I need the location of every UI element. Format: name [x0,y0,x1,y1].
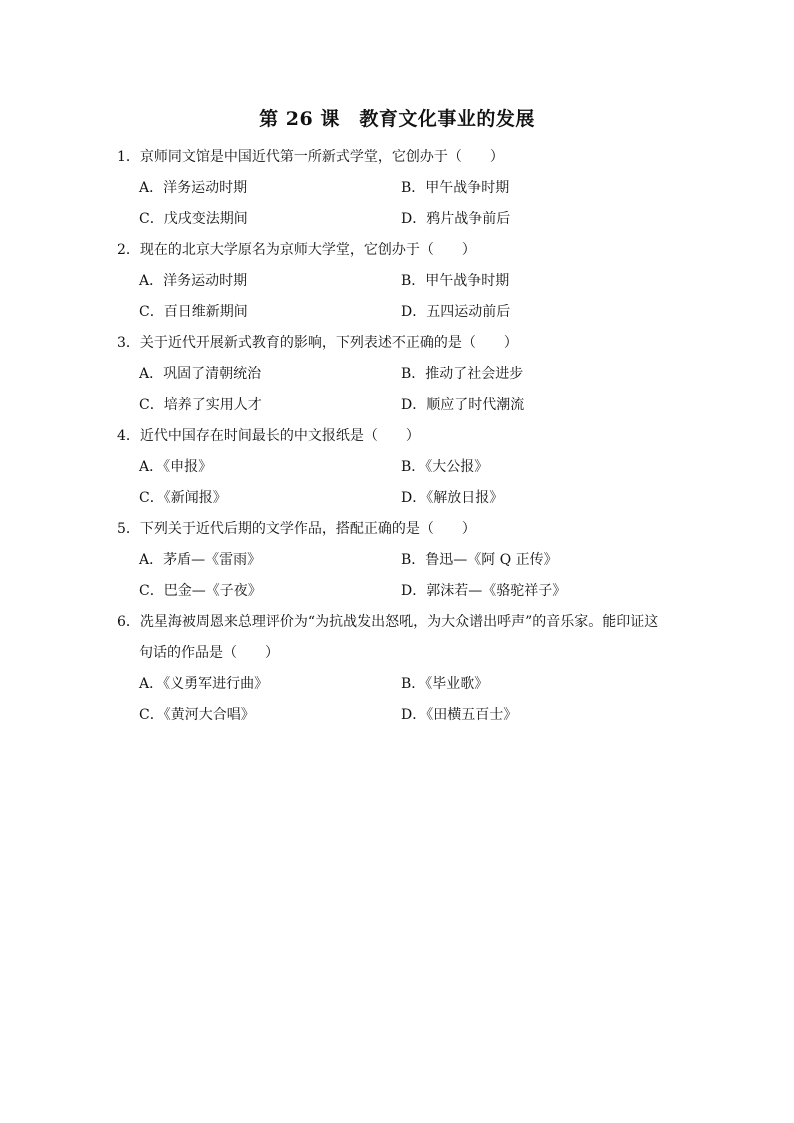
option-c: C．巴金—《子夜》 [139,583,262,599]
option-a: A．茅盾—《雷雨》 [139,552,262,568]
question-list [117,142,697,731]
question-2 [117,235,697,328]
option-d: D．五四运动前后 [401,304,511,320]
option-c: C．《新闻报》 [139,490,227,506]
option-c: C．《黄河大合唱》 [139,707,255,723]
option-a: A．巩固了清朝统治 [139,366,262,382]
option-grid [117,545,697,607]
question-stem-continuation: 句话的作品是（ ） [139,645,279,661]
question-1 [117,142,697,235]
option-a: A．《义勇军进行曲》 [139,676,269,692]
option-b: B．《大公报》 [401,459,489,475]
option-c: C．百日维新期间 [139,304,248,320]
question-stem: 1．京师同文馆是中国近代第一所新式学堂，它创办于（ ） [117,149,504,165]
question-6 [117,607,697,731]
option-d: D．郭沫若—《骆驼祥子》 [401,583,567,599]
option-c: C．戊戌变法期间 [139,211,248,227]
option-a: A．洋务运动时期 [139,273,248,289]
option-grid [117,452,697,514]
option-grid [117,669,697,731]
question-stem: 4．近代中国存在时间最长的中文报纸是（ ） [117,428,420,444]
option-a: A．《申报》 [139,459,213,475]
question-stem: 3．关于近代开展新式教育的影响，下列表述不正确的是（ ） [117,335,518,351]
option-d: D．鸦片战争前后 [401,211,511,227]
question-3 [117,328,697,421]
option-b: B．推动了社会进步 [401,366,524,382]
option-grid [117,359,697,421]
question-stem: 6．冼星海被周恩来总理评价为“为抗战发出怒吼，为大众谱出呼声”的音乐家。能印证这 [117,614,659,630]
option-grid [117,266,697,328]
option-a: A．洋务运动时期 [139,180,248,196]
option-d: D．《解放日报》 [401,490,504,506]
question-5 [117,514,697,607]
question-stem: 5．下列关于近代后期的文学作品，搭配正确的是（ ） [117,521,476,537]
option-b: B．《毕业歌》 [401,676,489,692]
option-d: D．顺应了时代潮流 [401,397,525,413]
option-b: B．甲午战争时期 [401,180,510,196]
option-b: B．甲午战争时期 [401,273,510,289]
option-c: C．培养了实用人才 [139,397,262,413]
question-stem: 2．现在的北京大学原名为京师大学堂，它创办于（ ） [117,242,476,258]
page-title: 第 26 课 教育文化事业的发展 [259,108,535,130]
question-4 [117,421,697,514]
option-b: B．鲁迅—《阿 Q 正传》 [401,552,558,568]
option-grid [117,173,697,235]
option-d: D．《田横五百士》 [401,707,518,723]
